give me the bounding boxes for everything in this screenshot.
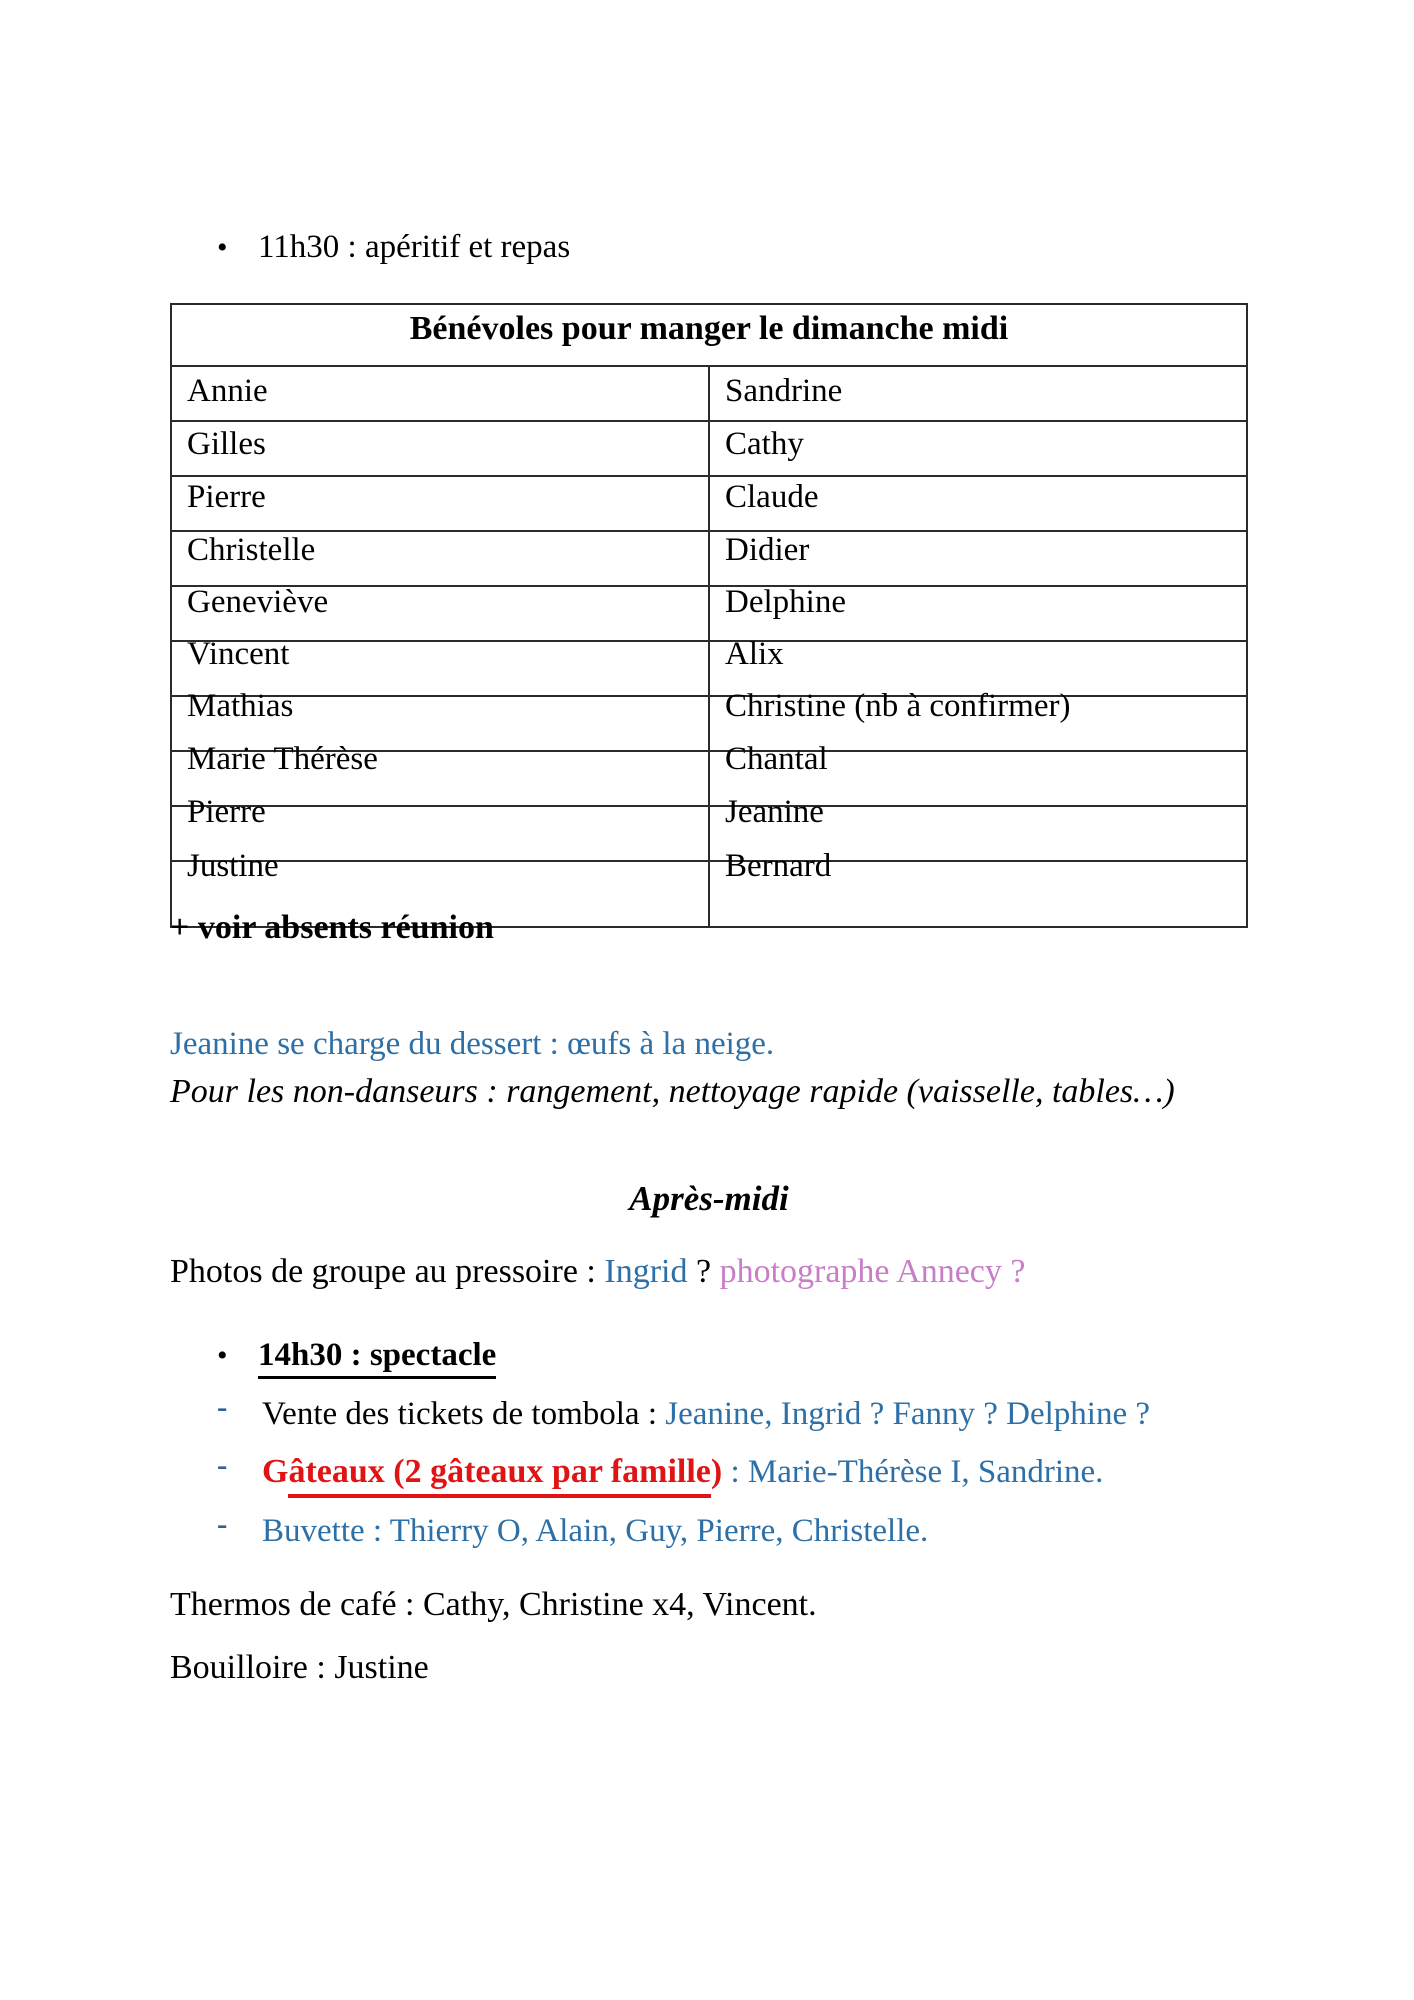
table-cell bbox=[172, 477, 710, 530]
cell-text: Jeanine bbox=[725, 794, 824, 830]
table-row bbox=[172, 794, 1246, 862]
buvette-names: Buvette : Thierry O, Alain, Guy, Pierre, Christelle. bbox=[262, 1513, 929, 1549]
table-row bbox=[172, 636, 1246, 697]
schedule-item-spectacle bbox=[217, 1336, 496, 1375]
cell-text: Pierre bbox=[187, 794, 266, 830]
tombola-label: Vente des tickets de tombola : bbox=[262, 1396, 666, 1432]
cell-text: Alix bbox=[725, 636, 784, 672]
table-cell bbox=[172, 422, 710, 475]
note-absents: + voir absents réunion bbox=[170, 909, 494, 946]
schedule-item-aperitif bbox=[217, 228, 570, 267]
table-cell bbox=[710, 477, 1246, 530]
cell-text: Christine (nb à confirmer) bbox=[725, 688, 1071, 724]
table-cell bbox=[172, 367, 710, 420]
cakes-close: ) bbox=[710, 1453, 723, 1490]
cell-text: Chantal bbox=[725, 741, 828, 777]
cakes-item bbox=[217, 1447, 1104, 1492]
cakes-names: : Marie-Thérèse I, Sandrine. bbox=[722, 1454, 1104, 1490]
table-cell bbox=[710, 584, 1246, 640]
thermos-line: Thermos de café : Cathy, Christine x4, Vincent. bbox=[170, 1586, 817, 1623]
cell-text: Mathias bbox=[187, 688, 294, 724]
photos-question: ? bbox=[687, 1253, 720, 1290]
note-cleanup: Pour les non-danseurs : rangement, nettoyage rapide (vaisselle, tables…) bbox=[170, 1073, 1175, 1110]
table-title: Bénévoles pour manger le dimanche midi bbox=[172, 305, 1246, 367]
dash-icon: - bbox=[217, 1506, 228, 1541]
tombola-names: Jeanine, Ingrid ? Fanny ? Delphine ? bbox=[665, 1396, 1151, 1432]
schedule-item-aperitif-label: 11h30 : apéritif et repas bbox=[258, 229, 571, 265]
note-dessert: Jeanine se charge du dessert : œufs à la neige. bbox=[170, 1026, 775, 1062]
dash-icon: - bbox=[217, 1389, 228, 1424]
table-cell bbox=[710, 422, 1246, 475]
cakes-lead: G bbox=[262, 1453, 289, 1490]
volunteers-table bbox=[170, 303, 1248, 928]
photos-line bbox=[170, 1252, 1025, 1292]
bullet-icon: • bbox=[217, 1339, 228, 1372]
bullet-icon: • bbox=[217, 231, 228, 264]
cell-text: Claude bbox=[725, 479, 819, 515]
afternoon-heading: Après-midi bbox=[629, 1179, 789, 1218]
cell-text: Cathy bbox=[725, 426, 804, 462]
schedule-item-spectacle-label: 14h30 : spectacle bbox=[258, 1337, 496, 1379]
table-row bbox=[172, 741, 1246, 807]
table-row bbox=[172, 367, 1246, 422]
table-cell bbox=[710, 848, 1246, 926]
cell-text: Geneviève bbox=[187, 584, 329, 620]
table-cell bbox=[172, 584, 710, 640]
table-cell bbox=[710, 532, 1246, 585]
table-row bbox=[172, 477, 1246, 532]
cell-text: Didier bbox=[725, 532, 810, 568]
cell-text: Pierre bbox=[187, 479, 266, 515]
buvette-item bbox=[217, 1506, 929, 1551]
cell-text: Sandrine bbox=[725, 373, 843, 409]
cell-text: Bernard bbox=[725, 848, 832, 884]
dash-icon: - bbox=[217, 1447, 228, 1482]
cell-text: Vincent bbox=[187, 636, 290, 672]
cell-text: Delphine bbox=[725, 584, 846, 620]
kettle-line: Bouilloire : Justine bbox=[170, 1649, 429, 1686]
cell-text: Gilles bbox=[187, 426, 266, 462]
cakes-underlined: âteaux (2 gâteaux par famille bbox=[288, 1453, 710, 1498]
cell-text: Annie bbox=[187, 373, 268, 409]
cell-text: Justine bbox=[187, 848, 279, 884]
photos-photographer: photographe Annecy ? bbox=[719, 1253, 1026, 1290]
photos-name: Ingrid bbox=[604, 1253, 688, 1290]
cell-text: Christelle bbox=[187, 532, 316, 568]
cell-text: Marie Thérèse bbox=[187, 741, 378, 777]
table-row bbox=[172, 584, 1246, 642]
table-cell bbox=[172, 532, 710, 585]
photos-label: Photos de groupe au pressoire : bbox=[170, 1253, 605, 1290]
table-cell bbox=[710, 367, 1246, 420]
tombola-item bbox=[217, 1389, 1151, 1434]
table-row bbox=[172, 532, 1246, 587]
table-row bbox=[172, 422, 1246, 477]
